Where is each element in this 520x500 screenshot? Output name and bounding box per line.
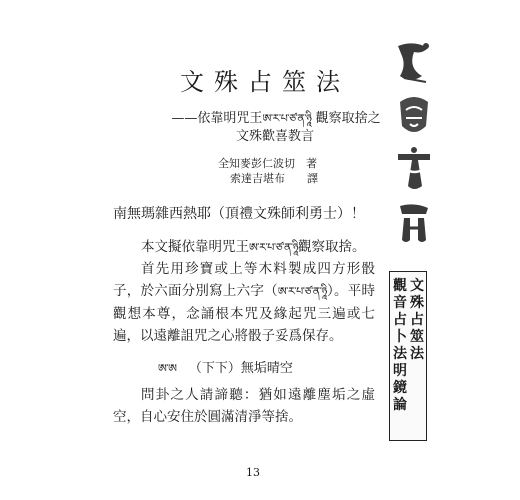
side-tab-current-title-char: 文	[410, 278, 424, 294]
paragraph-2-prefix: 首先用珍寶或上等木料製成四方形骰子，於六面分別寫上六字（	[113, 261, 375, 299]
paragraph-3: 問卦之人請諦聽：猶如遠離塵垢之虛空，自心安住於圓滿清淨等捨。	[113, 387, 375, 425]
side-tab-current-title-char: 占	[410, 312, 424, 328]
side-tab-current-title-char: 殊	[410, 295, 424, 311]
side-section-tab	[389, 271, 427, 441]
section-heading	[158, 356, 293, 387]
side-tab-book-title-char: 鏡	[393, 380, 407, 396]
page-title: 文殊占筮法	[180, 68, 350, 96]
side-tab-current-title-char: 法	[410, 346, 424, 362]
subtitle-line-2: 文殊歡喜教言	[235, 129, 314, 144]
side-tab-book-title-char: 法	[393, 346, 407, 362]
ornament-top-icon	[392, 38, 436, 86]
invocation-line: 南無瑪雜西熱耶（頂禮文殊師利勇士）！	[113, 206, 365, 222]
paragraph-1-tibetan: ཨ་ར་པ་ཙ་ན་ཉཱི	[249, 241, 298, 254]
paragraph-1	[113, 236, 375, 259]
paragraph-1-prefix: 本文擬依靠明咒王	[141, 239, 249, 255]
side-tab-current-title	[409, 278, 425, 363]
ornament-face-icon	[392, 92, 436, 140]
author-credit: 全知麥彭仁波切 著	[218, 157, 317, 170]
side-tab-book-title-char: 論	[393, 397, 407, 413]
side-tab-book-title-char: 明	[393, 363, 407, 379]
side-tab-book-title-char: 卜	[393, 329, 407, 345]
side-tab-book-title	[392, 278, 408, 414]
side-tab-current-title-char: 筮	[410, 329, 424, 345]
heading-tibetan: ཨ་ཨ	[158, 362, 177, 375]
ornament-bottom-icon	[392, 200, 436, 248]
subtitle-tibetan-mantra: ཨ་ར་པ་ཙ་ན་ཉཱི	[262, 112, 312, 125]
heading-text: （下下）無垢晴空	[188, 361, 293, 376]
translator-credit: 索達吉堪布 譯	[230, 172, 318, 185]
paragraph-2-tibetan: ཨ་ར་པ་ཙ་ན་ཉཱི	[277, 285, 327, 298]
paragraph-2-suffix: ）。平時觀想本尊，念誦根本咒及緣起咒三遍或七遍，以遠離詛咒之心將骰子妥爲保存。	[113, 283, 376, 344]
paragraph-2	[113, 258, 375, 347]
paragraph-1-suffix: 觀察取捨。	[297, 239, 366, 255]
side-tab-book-title-char: 音	[393, 295, 407, 311]
side-tab-book-title-char: 占	[393, 312, 407, 328]
subtitle-prefix: ——依靠明咒王	[171, 111, 263, 126]
page-number: 13	[246, 466, 260, 479]
ornament-syllable-icon	[392, 146, 436, 194]
subtitle-suffix: 觀察取捨之	[315, 111, 381, 126]
side-tab-book-title-char: 觀	[393, 278, 407, 294]
